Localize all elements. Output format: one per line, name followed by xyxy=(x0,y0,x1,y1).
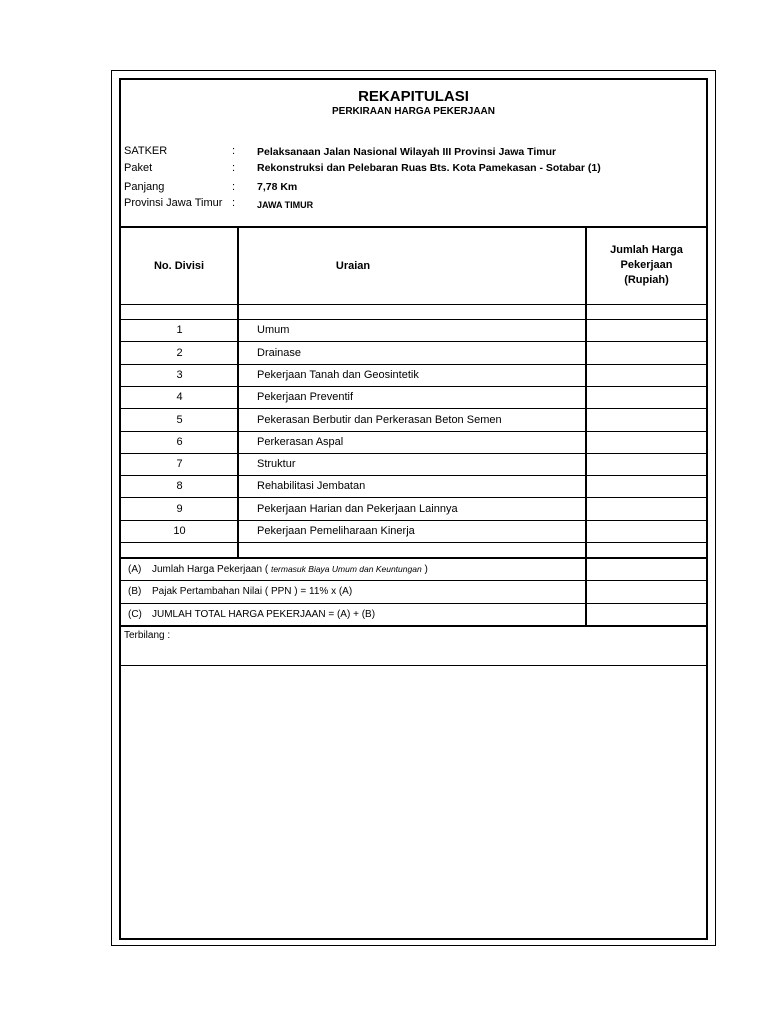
info-value-satker: Pelaksanaan Jalan Nasional Wilayah III Provinsi Jawa Timur xyxy=(257,146,557,158)
table-rule xyxy=(119,625,708,627)
row-number: 9 xyxy=(176,503,183,515)
table-rule xyxy=(119,557,708,559)
info-label-satker: SATKER xyxy=(124,145,168,157)
table-top-border xyxy=(119,226,708,228)
table-rule xyxy=(121,665,706,666)
column-header-jumlah-harga: Jumlah Harga xyxy=(610,244,683,256)
document-subtitle: PERKIRAAN HARGA PEKERJAAN xyxy=(332,106,495,117)
info-sep-paket: : xyxy=(232,162,236,174)
row-number: 7 xyxy=(176,458,183,470)
info-value-paket: Rekonstruksi dan Pelebaran Ruas Bts. Kota Pamekasan - Sotabar (1) xyxy=(257,162,601,174)
summary-label-a: Jumlah Harga Pekerjaan ( xyxy=(152,564,269,575)
table-rule xyxy=(121,520,706,521)
row-number: 6 xyxy=(176,436,183,448)
info-label-provinsi: Provinsi Jawa Timur xyxy=(124,197,223,209)
row-description: Pekerasan Berbutir dan Perkerasan Beton Semen xyxy=(257,414,502,426)
row-number: 1 xyxy=(176,324,183,336)
table-rule xyxy=(121,603,706,604)
column-header-rupiah: (Rupiah) xyxy=(624,274,669,286)
table-rule xyxy=(121,341,706,342)
row-description: Umum xyxy=(257,324,290,336)
row-description: Perkerasan Aspal xyxy=(257,436,344,448)
info-value-provinsi: JAWA TIMUR xyxy=(257,200,314,210)
table-rule xyxy=(121,304,706,305)
row-number: 3 xyxy=(176,369,183,381)
summary-code-c: (C) xyxy=(128,609,142,620)
row-number: 10 xyxy=(173,525,186,537)
table-rule xyxy=(121,497,706,498)
row-number: 8 xyxy=(176,480,183,492)
row-number: 4 xyxy=(176,391,183,403)
summary-text-b: Pajak Pertambahan Nilai ( PPN ) = 11% x (A) xyxy=(152,586,353,597)
row-number: 5 xyxy=(176,414,183,426)
table-rule xyxy=(121,453,706,454)
table-rule xyxy=(121,580,706,581)
table-rule xyxy=(121,319,706,320)
column-header-uraian: Uraian xyxy=(335,260,371,272)
table-rule xyxy=(121,542,706,543)
row-description: Rehabilitasi Jembatan xyxy=(257,480,366,492)
table-rule xyxy=(121,364,706,365)
document-title: REKAPITULASI xyxy=(358,88,469,105)
row-description: Pekerjaan Harian dan Pekerjaan Lainnya xyxy=(257,503,458,515)
summary-code-a: (A) xyxy=(128,564,142,575)
summary-close-a: ) xyxy=(424,564,428,575)
info-sep-provinsi: : xyxy=(232,197,236,209)
info-label-paket: Paket xyxy=(124,162,153,174)
info-value-panjang: 7,78 Km xyxy=(257,181,298,193)
terbilang-label: Terbilang : xyxy=(124,630,171,641)
column-header-no-divisi: No. Divisi xyxy=(153,260,205,272)
row-description: Pekerjaan Tanah dan Geosintetik xyxy=(257,369,419,381)
row-description: Struktur xyxy=(257,458,296,470)
summary-code-b: (B) xyxy=(128,586,142,597)
table-rule xyxy=(121,386,706,387)
info-label-panjang: Panjang xyxy=(124,181,165,193)
info-sep-panjang: : xyxy=(232,181,236,193)
row-description: Pekerjaan Preventif xyxy=(257,391,353,403)
summary-text-a xyxy=(152,563,428,576)
summary-note-a: termasuk Biaya Umum dan Keuntungan xyxy=(270,564,422,574)
row-description: Pekerjaan Pemeliharaan Kinerja xyxy=(257,525,415,537)
table-rule xyxy=(121,431,706,432)
table-rule xyxy=(121,475,706,476)
info-sep-satker: : xyxy=(232,145,236,157)
summary-text-c: JUMLAH TOTAL HARGA PEKERJAAN = (A) + (B) xyxy=(152,609,376,620)
column-header-pekerjaan: Pekerjaan xyxy=(620,259,673,271)
row-description: Drainase xyxy=(257,347,302,359)
row-number: 2 xyxy=(176,347,183,359)
table-rule xyxy=(121,408,706,409)
